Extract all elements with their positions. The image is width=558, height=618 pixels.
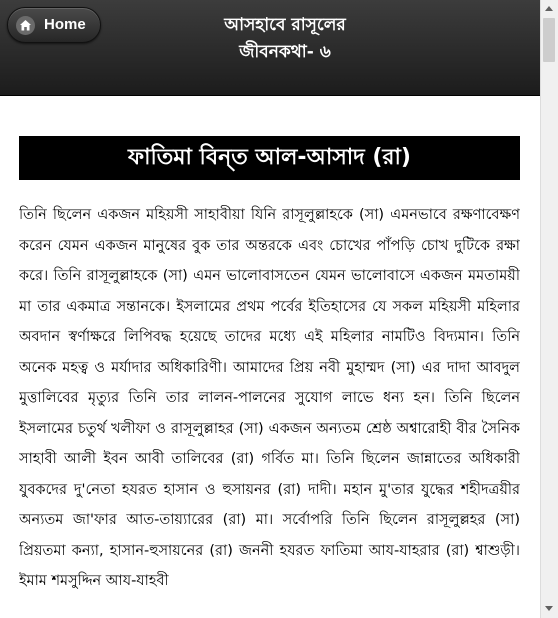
article-title: ফাতিমা বিন্‌ত আল-আসাদ (রা) [19, 136, 520, 180]
app-header [0, 0, 540, 96]
scroll-up-arrow-icon[interactable] [541, 0, 558, 17]
home-button-label: Home [44, 16, 86, 33]
page-title-line1: আসহাবে রাসূলের [224, 15, 346, 35]
vertical-scrollbar[interactable] [540, 0, 558, 618]
article-content [19, 200, 520, 618]
scrollbar-thumb[interactable] [543, 18, 555, 62]
page-title [160, 12, 410, 66]
article-body: তিনি ছিলেন একজন মহিয়সী সাহাবীয়া যিনি রাসূলুল্লাহকে (সা) এমনভাবে রক্ষণাবেক্ষণ করেন যেমন একজন মানুষের বুক তার অন্তরকে এবং চোখের পাঁপড়ি চোখ দুটিকে রক্ষা করে। তিনি রাসূলুল্লাহকে (সা) এমন ভালোবাসতেন যেমন ভালোবাসে একজন মমতাময়ী মা তার একমাত্র সন্তানকে। ইসলামের প্রথম পর্বের ইতিহাসের যে সকল মহিয়সী মহিলার অবদান স্বর্ণাক্ষরে লিপিবদ্ধ হয়েছে তাদের মধ্যে এই মহিলার নামটিও বিদ্যমান। তিনি অনেক মহত্ব ও মর্যাদার অধিকারিণী। আমাদের প্রিয় নবী মুহাম্মদ (সা) এর দাদা আবদুল মুত্তালিবের মৃত্যুর তিনি তার লালন-পালনের সুযোগ লাভে ধন্য হন। তিনি ছিলেন ইসলামের চতুর্থ খলীফা ও রাসূলুল্লাহর (সা) একজন অন্যতম শ্রেষ্ঠ অশ্বারোহী বীর সৈনিক সাহাবী আলী ইবন আবী তালিবের (রা) গর্বিত মা। তিনি ছিলেন জান্নাতের অধিকারী যুবকদের দু'নেতা হযরত হাসান ও হুসায়নর (রা) দাদী। মহান মু'তার যুদ্ধের শহীদত্রয়ীর অন্যতম জা'ফার আত-তায়্যারের (রা) মা। সর্বোপরি তিনি ছিলেন রাসূলুল্লহর (সা) প্রিয়তমা কন্যা, হাসান-হুসায়নের (রা) জননী হযরত ফাতিমা আয-যাহরার (রা) শ্বাশুড়ী। ইমাম শমসুদ্দিন আয-যাহবী [19, 207, 520, 589]
home-icon [16, 16, 35, 35]
page-title-line2: জীবনকথা- ৬ [239, 42, 331, 62]
scroll-down-arrow-icon[interactable] [541, 600, 558, 617]
home-button[interactable] [7, 7, 101, 43]
